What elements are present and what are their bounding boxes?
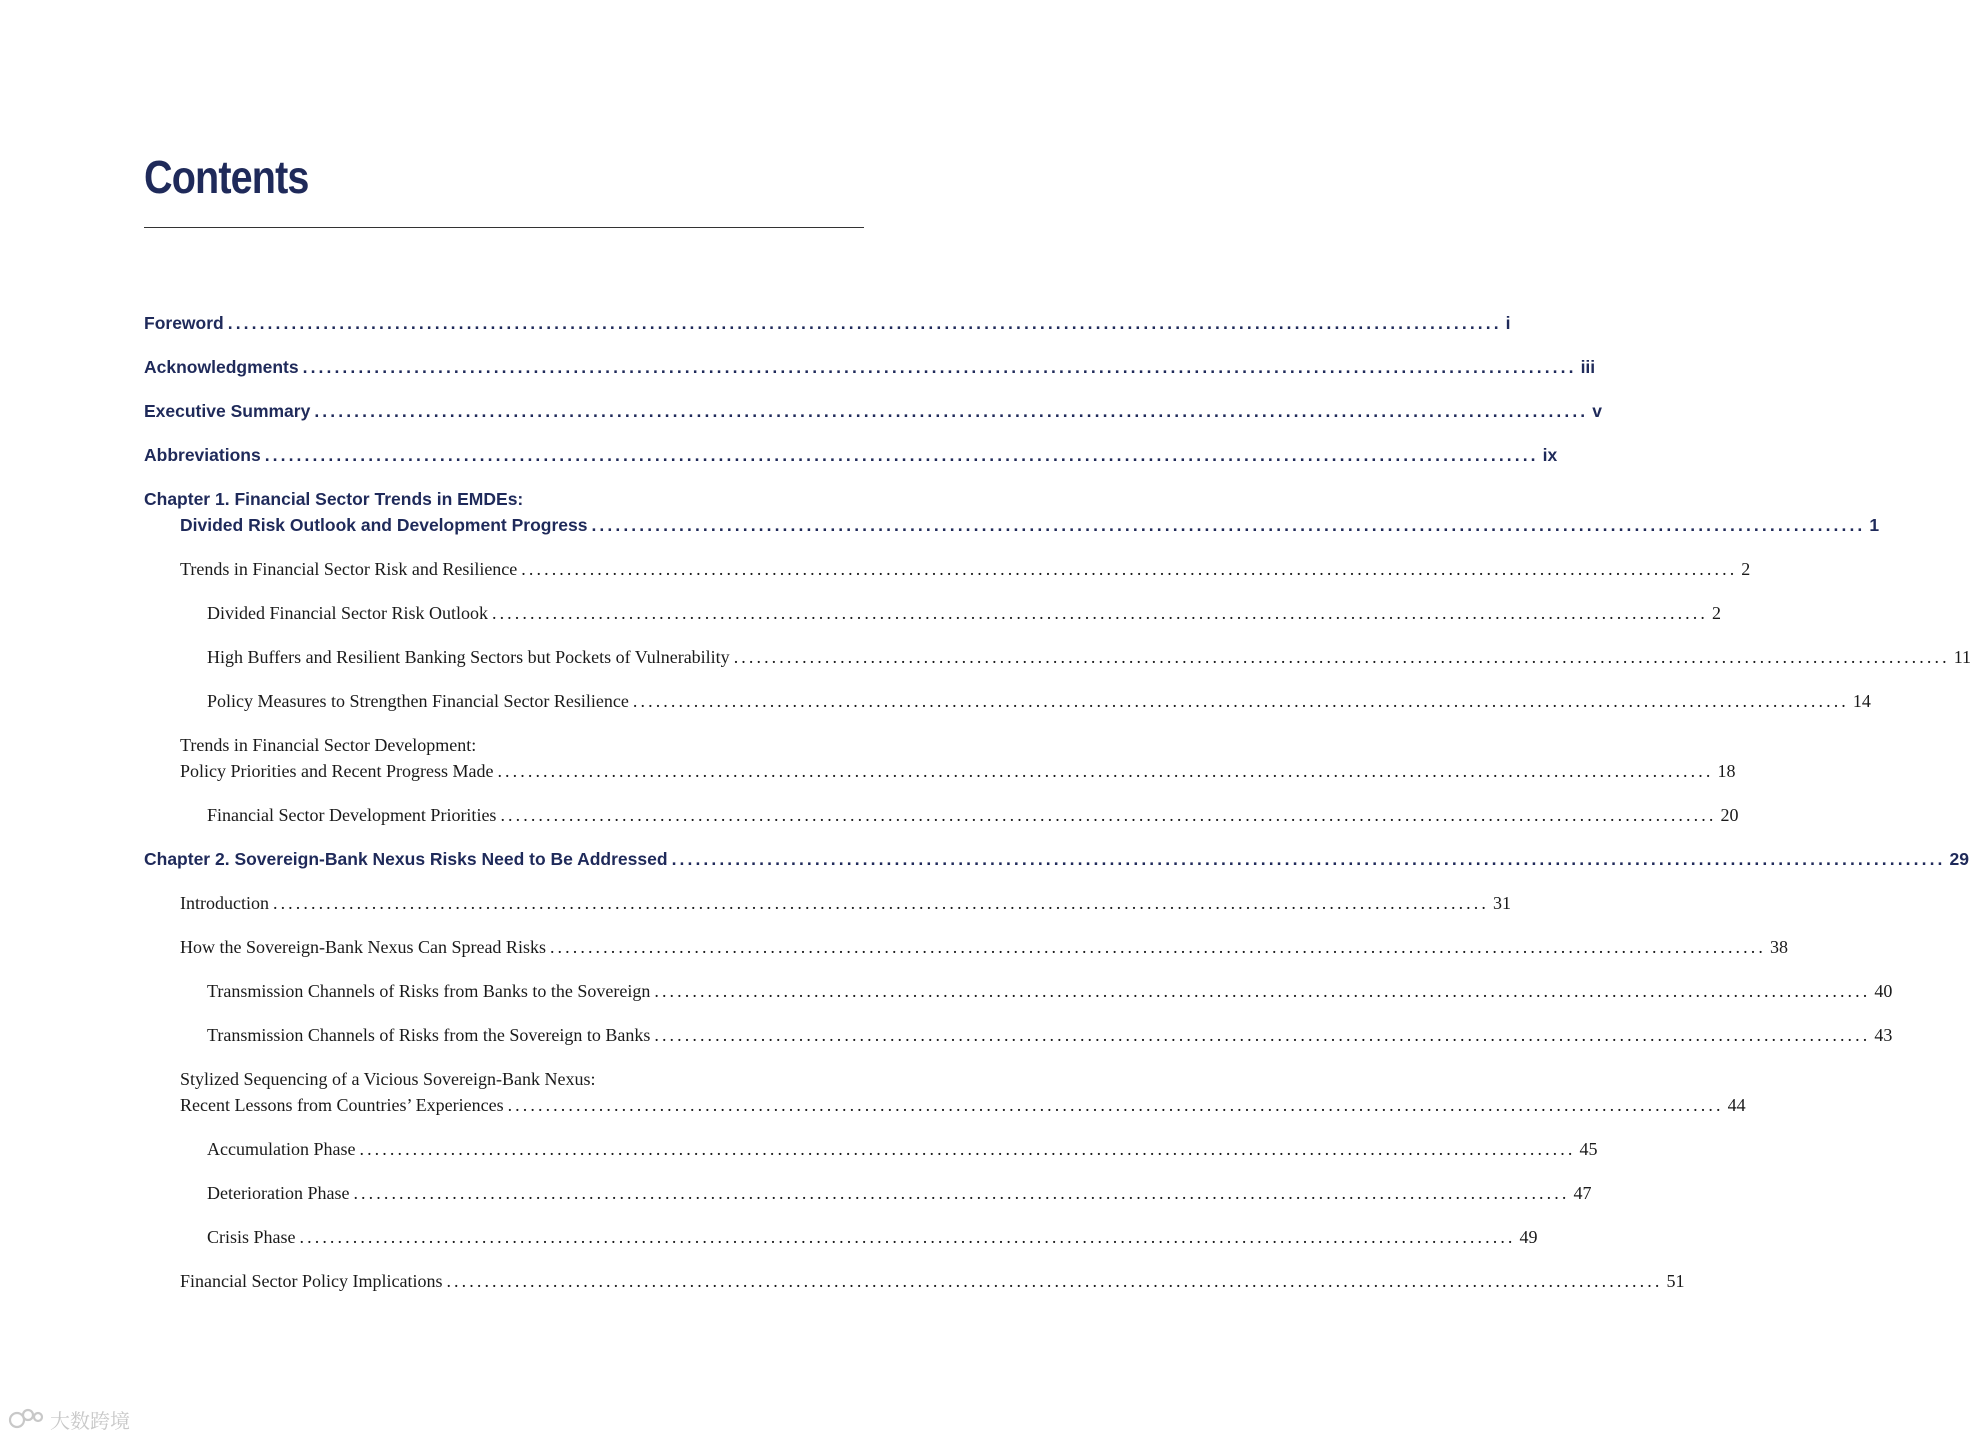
toc-page-number: 1	[1869, 515, 1880, 535]
toc-page-number: iii	[1580, 357, 1596, 377]
toc-entry-crisis-phase[interactable]	[207, 1220, 1538, 1248]
toc-entry-policy-measures[interactable]	[207, 684, 1871, 712]
toc-entry-title: Foreword	[144, 313, 224, 333]
toc-entry-title: Acknowledgments	[144, 357, 299, 377]
toc-entry-title: Divided Risk Outlook and Development Progress	[180, 515, 588, 535]
dot-leader: ................................................................................................................................................................	[446, 1271, 1663, 1291]
toc-entry-title: Transmission Channels of Risks from the Sovereign to Banks	[207, 1025, 651, 1045]
toc-page-number: 49	[1519, 1227, 1538, 1247]
toc-entry-trends-development[interactable]	[180, 754, 1736, 782]
toc-page-number: 43	[1874, 1025, 1893, 1045]
toc-page-number: 14	[1852, 691, 1871, 711]
toc-entry-sovereign-to-banks[interactable]	[207, 1018, 1893, 1046]
toc-entry-how-nexus-spreads[interactable]	[180, 930, 1788, 958]
toc-page-number: 38	[1769, 937, 1788, 957]
page-title: Contents	[144, 151, 309, 203]
toc-entry-title: Accumulation Phase	[207, 1139, 356, 1159]
dot-leader: ................................................................................................................................................................	[272, 893, 1489, 913]
dot-leader: ................................................................................................................................................................	[359, 1139, 1576, 1159]
toc-entry-foreword[interactable]	[144, 306, 1511, 334]
toc-entry-banks-to-sovereign[interactable]	[207, 974, 1893, 1002]
toc-entry-stylized-sequencing[interactable]	[180, 1088, 1746, 1116]
toc-entry-development-priorities[interactable]	[207, 798, 1739, 826]
dot-leader: ................................................................................................................................................................	[733, 647, 1950, 667]
toc-entry-title: Policy Measures to Strengthen Financial Sector Resilience	[207, 691, 629, 711]
toc-entry-title: Trends in Financial Sector Risk and Resilience	[180, 559, 518, 579]
toc-entry-title: Transmission Channels of Risks from Banks to the Sovereign	[207, 981, 651, 1001]
toc-page-number: i	[1505, 313, 1511, 333]
toc-entry-abbreviations[interactable]	[144, 438, 1558, 466]
dot-leader: ................................................................................................................................................................	[671, 849, 1946, 869]
toc-entry-title: Policy Priorities and Recent Progress Made	[180, 761, 494, 781]
toc-chapter-1-heading: Chapter 1. Financial Sector Trends in EMDEs:	[144, 489, 524, 509]
toc-page-number: 40	[1874, 981, 1893, 1001]
toc-entry-title: Introduction	[180, 893, 269, 913]
toc-page-number: 45	[1579, 1139, 1598, 1159]
toc-entry-introduction[interactable]	[180, 886, 1511, 914]
toc-page-number: 20	[1720, 805, 1739, 825]
toc-entry-title: How the Sovereign-Bank Nexus Can Spread Risks	[180, 937, 546, 957]
toc-entry-policy-implications[interactable]	[180, 1264, 1685, 1292]
toc-page-number: 51	[1666, 1271, 1685, 1291]
toc-entry-trends-risk-resilience[interactable]	[180, 552, 1751, 580]
toc-page-number: v	[1592, 401, 1603, 421]
watermark	[8, 1404, 130, 1434]
toc-entry-chapter-2[interactable]	[144, 842, 1969, 870]
toc-entry-title: High Buffers and Resilient Banking Sectors but Pockets of Vulnerability	[207, 647, 730, 667]
toc-entry-accumulation-phase[interactable]	[207, 1132, 1598, 1160]
dot-leader: ................................................................................................................................................................	[264, 445, 1539, 465]
dot-leader: ................................................................................................................................................................	[314, 401, 1589, 421]
watermark-logo-icon	[8, 1406, 46, 1432]
dot-leader: ................................................................................................................................................................	[491, 603, 1708, 623]
title-divider	[144, 227, 864, 228]
toc-entry-divided-risk-outlook[interactable]	[207, 596, 1721, 624]
toc-entry-deterioration-phase[interactable]	[207, 1176, 1592, 1204]
dot-leader: ................................................................................................................................................................	[654, 981, 1871, 1001]
dot-leader: ................................................................................................................................................................	[591, 515, 1866, 535]
dot-leader: ................................................................................................................................................................	[302, 357, 1577, 377]
toc-page-number: 47	[1573, 1183, 1592, 1203]
toc-page-number: 2	[1711, 603, 1721, 623]
dot-leader: ................................................................................................................................................................	[227, 313, 1502, 333]
toc-page-number: 29	[1949, 849, 1969, 869]
dot-leader: ................................................................................................................................................................	[353, 1183, 1570, 1203]
dot-leader: ................................................................................................................................................................	[521, 559, 1738, 579]
dot-leader: ................................................................................................................................................................	[299, 1227, 1516, 1247]
toc-page-number: 31	[1492, 893, 1511, 913]
toc-page-number: ix	[1542, 445, 1558, 465]
toc-entry-title: Divided Financial Sector Risk Outlook	[207, 603, 488, 623]
toc-page-number: 18	[1717, 761, 1736, 781]
toc-entry-title: Financial Sector Development Priorities	[207, 805, 497, 825]
toc-entry-title: Executive Summary	[144, 401, 311, 421]
toc-entry-chapter-1[interactable]	[180, 508, 1880, 536]
toc-stylized-sequencing-heading: Stylized Sequencing of a Vicious Sovereign-Bank Nexus:	[180, 1069, 596, 1089]
toc-entry-title: Abbreviations	[144, 445, 261, 465]
toc-trends-development-heading: Trends in Financial Sector Development:	[180, 735, 477, 755]
toc-entry-title: Recent Lessons from Countries’ Experiences	[180, 1095, 504, 1115]
toc-page-number: 2	[1741, 559, 1751, 579]
toc-entry-title: Chapter 2. Sovereign-Bank Nexus Risks Need to Be Addressed	[144, 849, 668, 869]
dot-leader: ................................................................................................................................................................	[654, 1025, 1871, 1045]
toc-entry-title: Deterioration Phase	[207, 1183, 350, 1203]
toc-entry-executive-summary[interactable]	[144, 394, 1603, 422]
dot-leader: ................................................................................................................................................................	[632, 691, 1849, 711]
dot-leader: ................................................................................................................................................................	[497, 761, 1714, 781]
toc-page-number: 11	[1953, 647, 1971, 667]
dot-leader: ................................................................................................................................................................	[500, 805, 1717, 825]
toc-page-number: 44	[1727, 1095, 1746, 1115]
toc-entry-title: Financial Sector Policy Implications	[180, 1271, 443, 1291]
dot-leader: ................................................................................................................................................................	[507, 1095, 1724, 1115]
toc-entry-acknowledgments[interactable]	[144, 350, 1596, 378]
toc-entry-title: Crisis Phase	[207, 1227, 296, 1247]
watermark-text: 大数跨境	[50, 1408, 130, 1433]
toc-entry-high-buffers[interactable]	[207, 640, 1971, 668]
dot-leader: ................................................................................................................................................................	[549, 937, 1766, 957]
